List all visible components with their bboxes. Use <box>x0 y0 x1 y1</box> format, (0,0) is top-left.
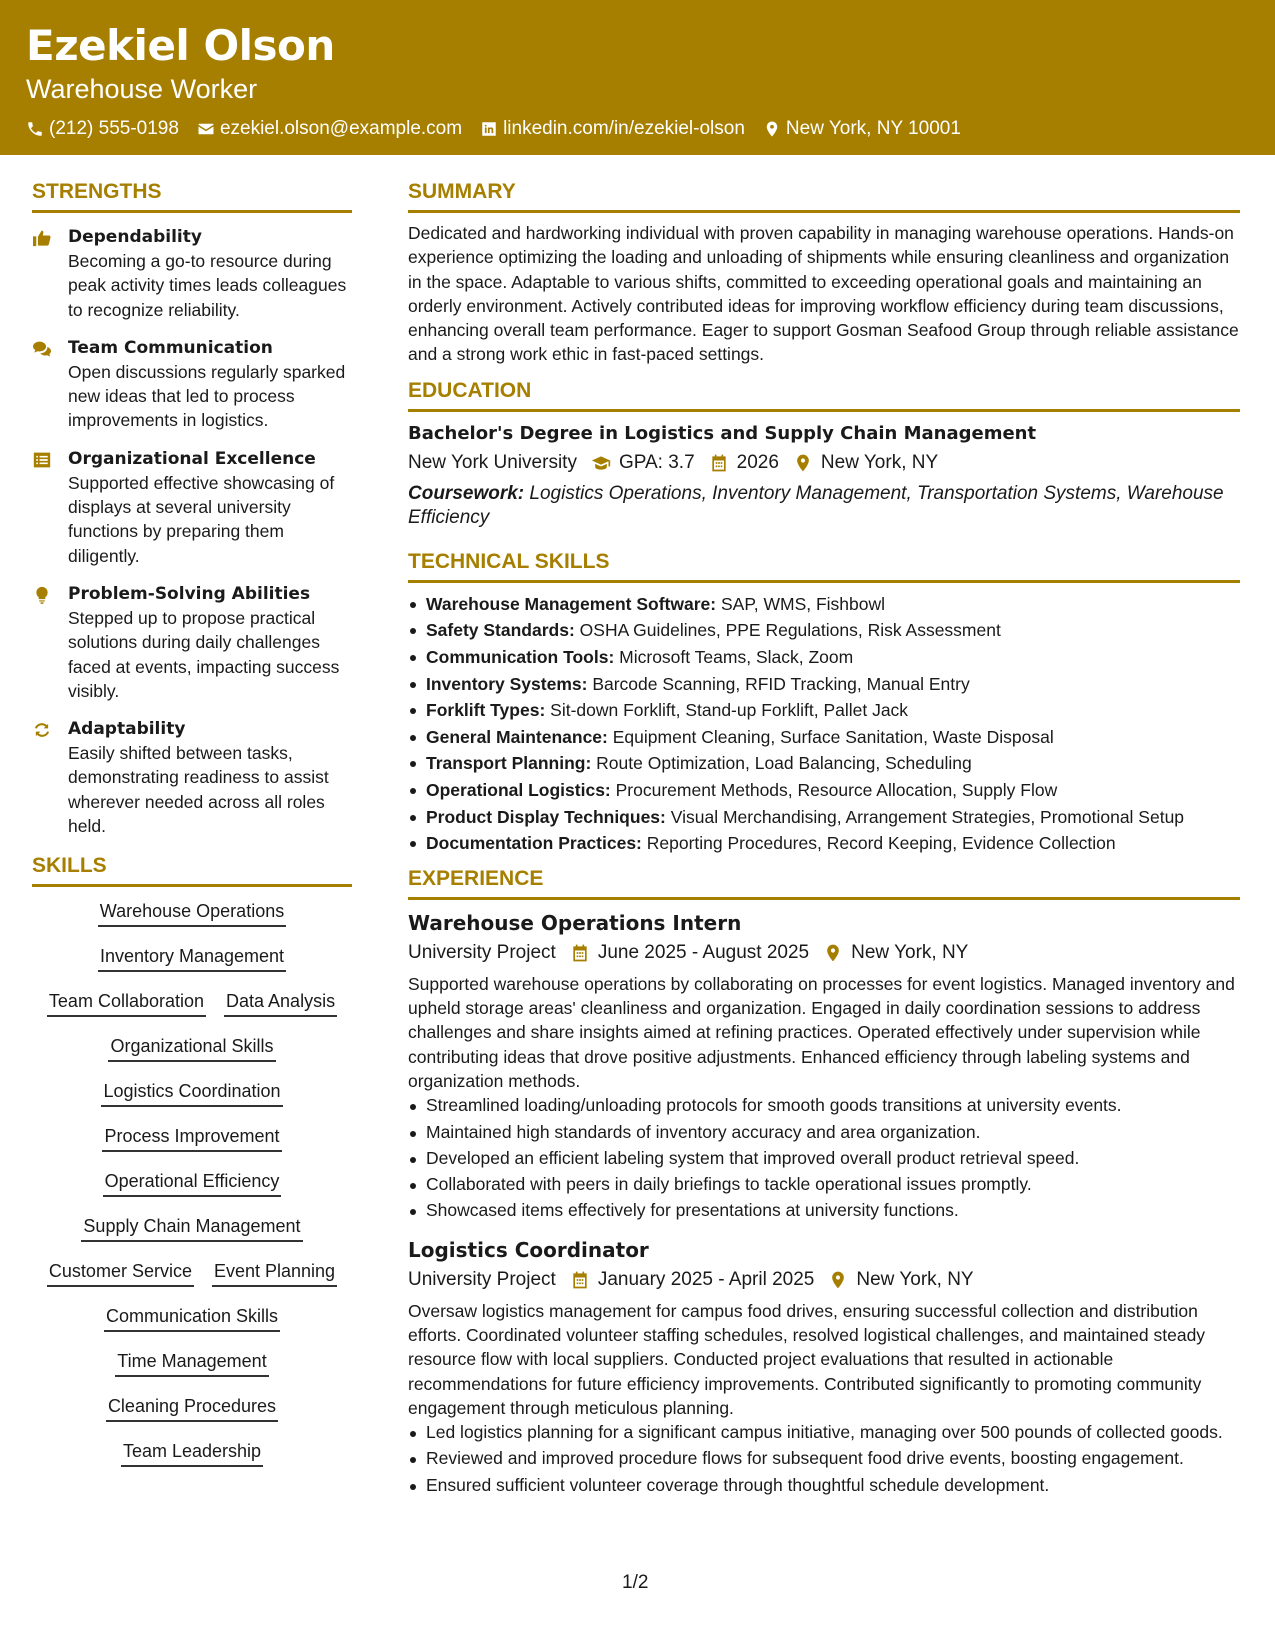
skill-values: Route Optimization, Load Balancing, Scheduling <box>596 753 972 774</box>
skill-tag: Organizational Skills <box>108 1034 275 1062</box>
technical-skill-item <box>408 671 1240 698</box>
right-column <box>408 178 1240 1509</box>
job-description: Supported warehouse operations by collaborating on processes for event logistics. Managed inventory and upheld storage areas' cleanliness and organization. Engaged in daily coordination sessions to address challenges and share insights aimed at refining practices. Operated effectively under supervision while contributing ideas that drove positive adjustments. Enhanced efficiency through labeling systems and organization methods. <box>408 973 1235 1091</box>
skill-tag: Communication Skills <box>104 1304 280 1332</box>
graduation-cap-icon <box>591 453 611 473</box>
skill-tag: Logistics Coordination <box>101 1079 282 1107</box>
skill-row <box>32 1214 352 1259</box>
skill-tag: Operational Efficiency <box>103 1169 282 1197</box>
job-dates: June 2025 - August 2025 <box>597 941 810 963</box>
job-bullet: Ensured sufficient volunteer coverage through thoughtful schedule development. <box>408 1473 1240 1497</box>
job-entry <box>408 1235 1240 1497</box>
strength-title: Dependability <box>68 227 202 247</box>
skill-values: Sit-down Forklift, Stand-up Forklift, Pallet Jack <box>550 700 909 721</box>
job-description: Oversaw logistics management for campus food drives, ensuring successful collection and distribution efforts. Coordinated volunteer staffing schedules, resolved logistical challenges, and maintained steady resource flow with local suppliers. Conducted project evaluations that resulted in actionable recommendations for future efficiency improvements. Contributed significantly to promoting community engagement through meticulous planning. <box>408 1300 1206 1418</box>
skill-values: Microsoft Teams, Slack, Zoom <box>619 646 854 667</box>
technical-skill-item <box>408 750 1240 777</box>
job-bullets <box>408 1420 1240 1497</box>
skill-category: Warehouse Management Software: <box>426 593 717 614</box>
skills-heading: SKILLS <box>32 852 352 887</box>
skill-category: Inventory Systems: <box>426 673 588 694</box>
technical-skill-item <box>408 830 1240 857</box>
job-bullet: Maintained high standards of inventory accuracy and area organization. <box>408 1120 1240 1144</box>
strengths-heading: STRENGTHS <box>32 178 352 213</box>
skill-row <box>32 1349 352 1394</box>
skill-tag: Data Analysis <box>224 989 337 1017</box>
strength-desc: Open discussions regularly sparked new ideas that led to process improvements in logistics. <box>68 361 346 431</box>
thumbs-up-icon <box>32 229 52 247</box>
calendar-icon <box>570 943 590 963</box>
linkedin-text[interactable]: linkedin.com/in/ezekiel-olson <box>503 118 745 139</box>
job-bullet: Streamlined loading/unloading protocols for smooth goods transitions at university events. <box>408 1093 1240 1117</box>
strength-desc: Supported effective showcasing of displays at several university functions by preparing them diligently. <box>68 472 335 566</box>
education-meta <box>408 448 1240 478</box>
contact-location <box>763 116 961 142</box>
skill-values: Reporting Procedures, Record Keeping, Evidence Collection <box>646 833 1116 854</box>
location-text: New York, NY 10001 <box>785 118 961 139</box>
strength-item <box>32 582 352 703</box>
skill-values: SAP, WMS, Fishbowl <box>720 593 886 614</box>
skill-tag: Process Improvement <box>102 1124 281 1152</box>
job-bullet: Developed an efficient labeling system that improved overall product retrieval speed. <box>408 1146 1240 1170</box>
skill-row <box>32 1259 352 1304</box>
school-name: New York University <box>408 451 577 473</box>
skill-category: Safety Standards: <box>426 620 575 641</box>
skill-category: Forklift Types: <box>426 700 546 721</box>
skill-values: Procurement Methods, Resource Allocation, Supply Flow <box>615 779 1058 800</box>
technical-skill-item <box>408 804 1240 831</box>
technical-skill-item <box>408 724 1240 751</box>
strength-desc: Becoming a go-to resource during peak activity times leads colleagues to recognize reliability. <box>68 251 347 320</box>
resume-header <box>0 0 1275 155</box>
technical-skill-item <box>408 644 1240 671</box>
skill-values: Barcode Scanning, RFID Tracking, Manual Entry <box>592 673 970 694</box>
strength-item <box>32 225 352 322</box>
skill-row <box>32 1304 352 1349</box>
skill-row <box>32 1079 352 1124</box>
job-location: New York, NY <box>851 941 969 963</box>
job-bullet: Reviewed and improved procedure flows for subsequent food drive events, boosting engagement. <box>408 1446 1240 1470</box>
skill-tag: Time Management <box>115 1349 268 1377</box>
job-title: Warehouse Operations Intern <box>408 910 742 935</box>
technical-skill-item <box>408 697 1240 724</box>
technical-skills-heading: TECHNICAL SKILLS <box>408 548 1240 583</box>
skill-row <box>32 989 352 1034</box>
job-meta <box>408 938 1240 968</box>
strength-desc: Stepped up to propose practical solutions during daily challenges faced at events, impacting success visibly. <box>68 607 340 701</box>
skill-row <box>32 1169 352 1214</box>
education-location: New York, NY <box>820 451 939 473</box>
map-marker-icon <box>828 1270 848 1290</box>
skill-tag: Customer Service <box>47 1259 194 1287</box>
experience-heading: EXPERIENCE <box>408 865 1240 900</box>
candidate-role: Warehouse Worker <box>26 74 258 104</box>
skill-tag: Inventory Management <box>98 944 286 972</box>
job-title: Logistics Coordinator <box>408 1237 649 1262</box>
coursework <box>408 482 1240 530</box>
map-marker-icon <box>763 120 781 138</box>
strength-desc: Easily shifted between tasks, demonstrating readiness to assist wherever needed across all roles held. <box>68 743 329 837</box>
job-entry <box>408 908 1240 1223</box>
skill-row <box>32 899 352 944</box>
job-bullet: Showcased items effectively for presentations at university functions. <box>408 1198 1240 1222</box>
summary-heading: SUMMARY <box>408 178 1240 213</box>
strength-title: Problem-Solving Abilities <box>68 583 311 604</box>
email-text[interactable]: ezekiel.olson@example.com <box>219 118 463 139</box>
left-column <box>32 178 352 1484</box>
job-org: University Project <box>408 941 556 963</box>
strength-title: Organizational Excellence <box>68 448 316 469</box>
lightbulb-icon <box>32 586 52 604</box>
skill-values: OSHA Guidelines, PPE Regulations, Risk Assessment <box>579 620 1001 641</box>
gpa: GPA: 3.7 <box>618 451 695 473</box>
strength-item <box>32 717 352 838</box>
linkedin-icon <box>480 120 498 138</box>
skill-values: Equipment Cleaning, Surface Sanitation, Waste Disposal <box>612 726 1054 747</box>
envelope-icon <box>197 120 215 138</box>
map-marker-icon <box>793 453 813 473</box>
comments-icon <box>32 340 52 358</box>
skill-tag: Team Leadership <box>121 1439 263 1467</box>
list-icon <box>32 451 52 469</box>
page-number: 1/2 <box>622 1572 649 1593</box>
job-location: New York, NY <box>856 1268 974 1290</box>
skill-tag: Event Planning <box>212 1259 337 1287</box>
strength-title: Team Communication <box>68 337 273 358</box>
map-marker-icon <box>823 943 843 963</box>
contact-phone <box>26 116 179 142</box>
technical-skill-item <box>408 591 1240 618</box>
refresh-icon <box>32 721 52 739</box>
graduation-year: 2026 <box>736 451 779 473</box>
skill-tag: Supply Chain Management <box>81 1214 302 1242</box>
job-dates: January 2025 - April 2025 <box>597 1268 815 1290</box>
skill-category: General Maintenance: <box>426 726 608 747</box>
strength-item <box>32 447 352 568</box>
skill-tag: Cleaning Procedures <box>106 1394 278 1422</box>
skill-category: Operational Logistics: <box>426 779 611 800</box>
skill-row <box>32 1124 352 1169</box>
job-bullets <box>408 1093 1240 1222</box>
education-heading: EDUCATION <box>408 377 1240 412</box>
calendar-icon <box>709 453 729 473</box>
summary-text: Dedicated and hardworking individual with proven capability in managing warehouse operations. Hands-on experience optimizing the loading and unloading of shipments while ensuring cleanliness and organization in the space. Adaptable to various shifts, committed to exceeding operational goals and maintaining an orderly environment. Actively contributed ideas for improving workflow efficiency during team discussions, enhancing overall team performance. Eager to support Gosman Seafood Group through reliable assistance and a strong work ethic in fast-paced settings. <box>408 223 1239 365</box>
skills-tags <box>32 895 352 1484</box>
calendar-icon <box>570 1270 590 1290</box>
skill-tag: Warehouse Operations <box>98 899 286 927</box>
contact-email[interactable] <box>197 116 462 142</box>
skill-category: Transport Planning: <box>426 753 592 774</box>
technical-skill-item <box>408 617 1240 644</box>
skill-row <box>32 944 352 989</box>
technical-skill-item <box>408 777 1240 804</box>
job-bullet: Led logistics planning for a significant campus initiative, managing over 500 pounds of collected goods. <box>408 1420 1240 1444</box>
skill-tag: Team Collaboration <box>47 989 206 1017</box>
skill-category: Documentation Practices: <box>426 833 642 854</box>
strength-item <box>32 336 352 433</box>
technical-skills-list <box>408 591 1240 857</box>
strengths-list <box>32 221 352 838</box>
contact-linkedin[interactable] <box>480 116 745 142</box>
job-org: University Project <box>408 1268 556 1290</box>
phone-text: (212) 555-0198 <box>49 118 179 139</box>
degree-title: Bachelor's Degree in Logistics and Supply Chain Management <box>408 422 1037 444</box>
job-bullet: Collaborated with peers in daily briefings to tackle operational issues promptly. <box>408 1172 1240 1196</box>
skill-category: Product Display Techniques: <box>426 806 666 827</box>
skill-row <box>32 1439 352 1484</box>
candidate-name: Ezekiel Olson <box>26 21 335 70</box>
skill-category: Communication Tools: <box>426 646 615 667</box>
job-meta <box>408 1265 1240 1295</box>
contact-bar <box>26 116 1249 142</box>
phone-icon <box>26 120 44 138</box>
coursework-text: Logistics Operations, Inventory Management, Transportation Systems, Warehouse Efficiency <box>408 482 1224 528</box>
coursework-label: Coursework: <box>408 482 525 504</box>
skill-row <box>32 1034 352 1079</box>
strength-title: Adaptability <box>68 719 186 740</box>
skill-row <box>32 1394 352 1439</box>
skill-values: Visual Merchandising, Arrangement Strategies, Promotional Setup <box>670 806 1185 827</box>
